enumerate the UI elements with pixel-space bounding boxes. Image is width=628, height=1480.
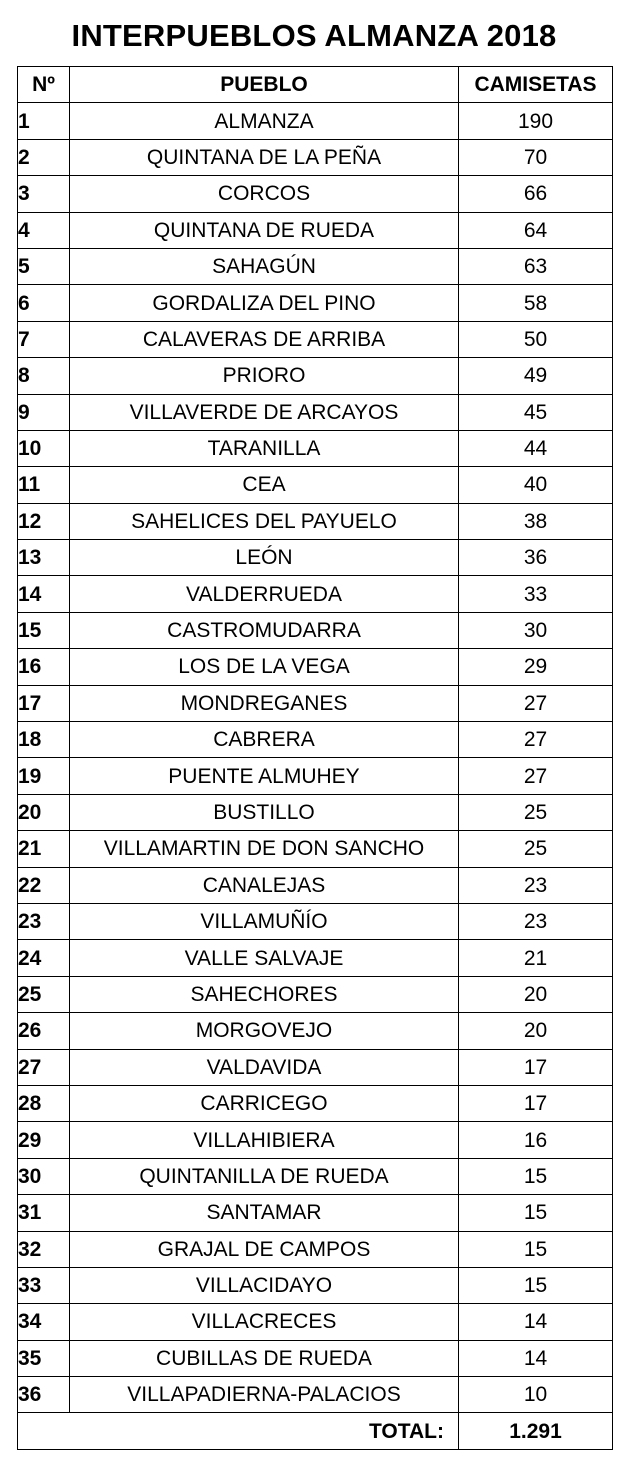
row-shirts: 21 [459,940,613,976]
row-shirts: 15 [459,1195,613,1231]
row-town: VILLACIDAYO [70,1267,459,1303]
row-shirts: 45 [459,394,613,430]
row-town: SAHAGÚN [70,248,459,284]
row-shirts: 66 [459,176,613,212]
row-number: 30 [18,1158,70,1194]
row-town: SANTAMAR [70,1195,459,1231]
table-row [18,358,613,394]
row-town: QUINTANA DE RUEDA [70,212,459,248]
table-row [18,576,613,612]
row-number: 9 [18,394,70,430]
page-title: INTERPUEBLOS ALMANZA 2018 [71,18,557,53]
table-row [18,1267,613,1303]
table-row [18,1049,613,1085]
table-row [18,1340,613,1376]
table-row [18,285,613,321]
row-number: 20 [18,794,70,830]
header-shirts: CAMISETAS [459,67,613,103]
table-row [18,467,613,503]
row-town: CUBILLAS DE RUEDA [70,1340,459,1376]
row-town: BUSTILLO [70,794,459,830]
table-row [18,794,613,830]
row-shirts: 190 [459,103,613,139]
row-shirts: 50 [459,321,613,357]
table-row [18,1231,613,1267]
row-shirts: 10 [459,1377,613,1413]
row-shirts: 70 [459,139,613,175]
row-town: QUINTANA DE LA PEÑA [70,139,459,175]
row-shirts: 25 [459,831,613,867]
row-shirts: 17 [459,1085,613,1121]
row-town: LEÓN [70,540,459,576]
row-town: VILLAVERDE DE ARCAYOS [70,394,459,430]
row-number: 28 [18,1085,70,1121]
row-number: 25 [18,976,70,1012]
row-number: 2 [18,139,70,175]
row-town: SAHECHORES [70,976,459,1012]
row-number: 12 [18,503,70,539]
table-row [18,685,613,721]
row-number: 14 [18,576,70,612]
row-town: CORCOS [70,176,459,212]
row-town: CARRICEGO [70,1085,459,1121]
row-number: 36 [18,1377,70,1413]
table-row [18,649,613,685]
row-shirts: 20 [459,976,613,1012]
table-row [18,248,613,284]
row-town: VILLAMUÑÍO [70,903,459,939]
row-shirts: 20 [459,1013,613,1049]
row-number: 27 [18,1049,70,1085]
table-body [18,103,613,1413]
row-shirts: 63 [459,248,613,284]
row-number: 19 [18,758,70,794]
row-town: QUINTANILLA DE RUEDA [70,1158,459,1194]
total-value: 1.291 [459,1413,613,1449]
row-number: 32 [18,1231,70,1267]
row-shirts: 64 [459,212,613,248]
row-town: VALLE SALVAJE [70,940,459,976]
table-row [18,831,613,867]
row-shirts: 17 [459,1049,613,1085]
table-row [18,540,613,576]
total-label: TOTAL: [368,1419,444,1443]
table-row [18,758,613,794]
row-shirts: 15 [459,1231,613,1267]
row-town: PUENTE ALMUHEY [70,758,459,794]
table-row [18,940,613,976]
table-row [18,903,613,939]
row-town: GORDALIZA DEL PINO [70,285,459,321]
row-town: CALAVERAS DE ARRIBA [70,321,459,357]
row-shirts: 15 [459,1267,613,1303]
row-town: VILLAHIBIERA [70,1122,459,1158]
row-number: 1 [18,103,70,139]
table-row [18,394,613,430]
table-row [18,1304,613,1340]
row-number: 22 [18,867,70,903]
table-row [18,1013,613,1049]
row-number: 26 [18,1013,70,1049]
row-shirts: 27 [459,722,613,758]
table-row [18,1122,613,1158]
row-shirts: 14 [459,1304,613,1340]
row-town: GRAJAL DE CAMPOS [70,1231,459,1267]
row-shirts: 30 [459,612,613,648]
row-town: ALMANZA [70,103,459,139]
table-row [18,722,613,758]
row-town: VILLAPADIERNA-PALACIOS [70,1377,459,1413]
row-shirts: 27 [459,685,613,721]
row-shirts: 16 [459,1122,613,1158]
row-number: 23 [18,903,70,939]
row-number: 33 [18,1267,70,1303]
row-number: 13 [18,540,70,576]
row-number: 24 [18,940,70,976]
total-label-cell [18,1413,459,1449]
row-shirts: 23 [459,867,613,903]
row-town: CASTROMUDARRA [70,612,459,648]
row-shirts: 49 [459,358,613,394]
row-number: 21 [18,831,70,867]
row-shirts: 15 [459,1158,613,1194]
row-number: 6 [18,285,70,321]
row-number: 4 [18,212,70,248]
row-number: 35 [18,1340,70,1376]
header-number: Nº [18,67,70,103]
table-row [18,1085,613,1121]
table-row [18,139,613,175]
row-number: 5 [18,248,70,284]
row-town: MORGOVEJO [70,1013,459,1049]
row-shirts: 25 [459,794,613,830]
row-shirts: 33 [459,576,613,612]
row-town: VALDERRUEDA [70,576,459,612]
row-town: VALDAVIDA [70,1049,459,1085]
row-shirts: 58 [459,285,613,321]
row-number: 34 [18,1304,70,1340]
table-row [18,1377,613,1413]
row-town: CABRERA [70,722,459,758]
row-town: TARANILLA [70,430,459,466]
row-town: CANALEJAS [70,867,459,903]
row-shirts: 27 [459,758,613,794]
table-row [18,212,613,248]
row-town: LOS DE LA VEGA [70,649,459,685]
row-shirts: 23 [459,903,613,939]
row-shirts: 44 [459,430,613,466]
row-shirts: 29 [459,649,613,685]
row-shirts: 38 [459,503,613,539]
row-number: 31 [18,1195,70,1231]
row-shirts: 14 [459,1340,613,1376]
row-town: VILLACRECES [70,1304,459,1340]
row-number: 29 [18,1122,70,1158]
table-row [18,1158,613,1194]
row-number: 8 [18,358,70,394]
row-town: PRIORO [70,358,459,394]
table-row [18,321,613,357]
row-town: CEA [70,467,459,503]
table-row [18,1195,613,1231]
row-number: 18 [18,722,70,758]
table-row [18,612,613,648]
total-row [18,1413,613,1449]
row-town: MONDREGANES [70,685,459,721]
row-number: 17 [18,685,70,721]
table-row [18,103,613,139]
table-row [18,503,613,539]
row-town: SAHELICES DEL PAYUELO [70,503,459,539]
row-number: 10 [18,430,70,466]
row-number: 3 [18,176,70,212]
row-number: 11 [18,467,70,503]
table-row [18,867,613,903]
row-number: 15 [18,612,70,648]
header-town: PUEBLO [70,67,459,103]
table-row [18,430,613,466]
row-number: 16 [18,649,70,685]
table-row [18,176,613,212]
table-header-row [18,67,613,103]
table-row [18,976,613,1012]
row-town: VILLAMARTIN DE DON SANCHO [70,831,459,867]
row-shirts: 36 [459,540,613,576]
shirts-table [17,66,613,1450]
row-shirts: 40 [459,467,613,503]
row-number: 7 [18,321,70,357]
